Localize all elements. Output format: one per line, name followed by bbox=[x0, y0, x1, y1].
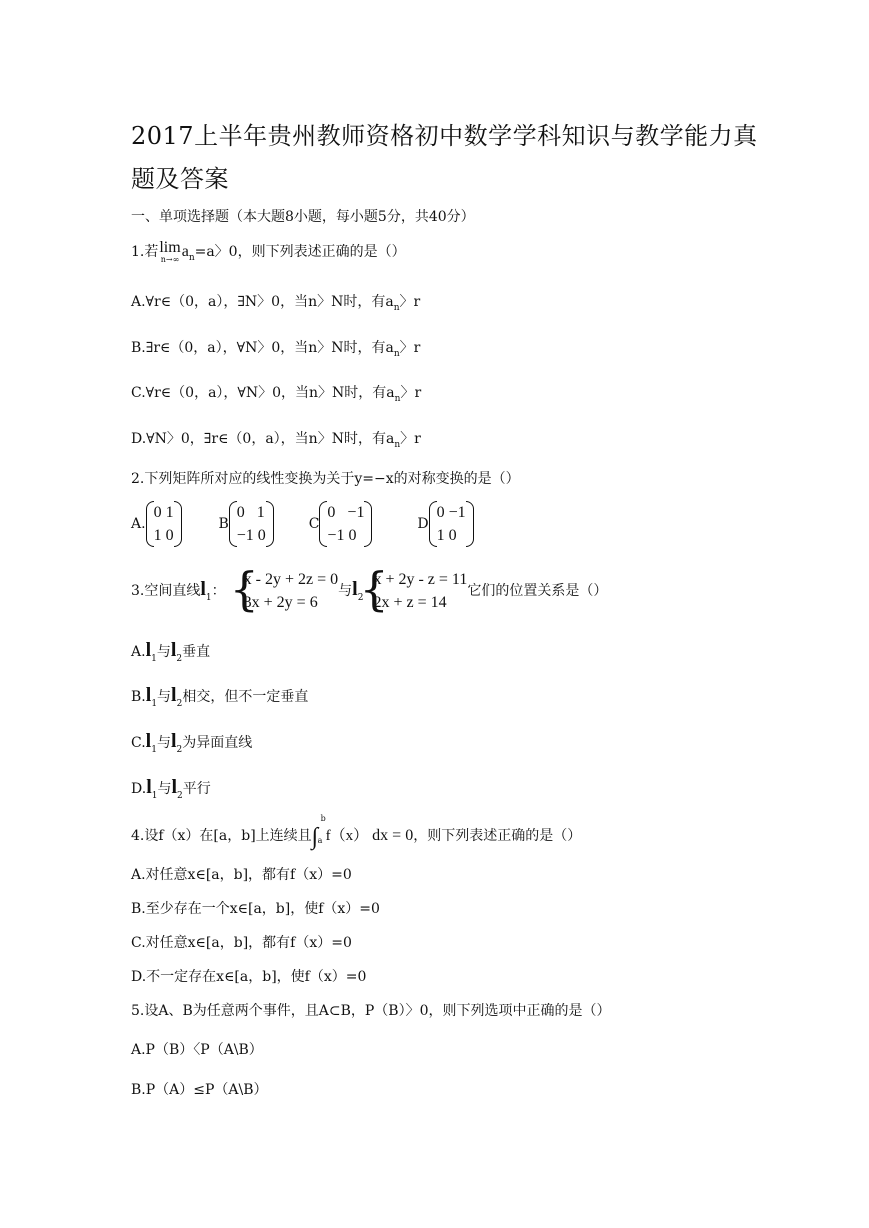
q3-option-b bbox=[131, 684, 308, 707]
q1-option-b bbox=[131, 337, 420, 357]
q2-label-c: C bbox=[308, 516, 320, 532]
option-sub: n bbox=[393, 349, 400, 359]
option-join: 与 bbox=[156, 735, 171, 751]
q4-option-c: C.对任意x∈[a，b]，都有f（x）=0 bbox=[131, 935, 352, 951]
option-tail: 〉r bbox=[400, 385, 422, 401]
matrix-row: −1 0 bbox=[236, 527, 266, 544]
matrix-row: −1 0 bbox=[327, 527, 357, 544]
option-sub: n bbox=[393, 303, 400, 313]
integral-dx: dx = 0 bbox=[372, 827, 414, 844]
q1-option-a bbox=[131, 291, 420, 311]
option-text: A.∀r∈（0，a），∃N〉0，当n〉N时，有a bbox=[131, 294, 394, 310]
q1-option-d bbox=[131, 428, 421, 448]
eq-row: { x - 2y + 2z = 0 bbox=[243, 571, 339, 588]
matrix-b bbox=[229, 501, 274, 547]
line-l2: l bbox=[352, 578, 358, 600]
q1-pre: 1.若 bbox=[131, 244, 159, 260]
line-l2: l bbox=[171, 684, 177, 706]
line-l1-sub: 1 bbox=[151, 699, 158, 709]
system-2 bbox=[363, 568, 467, 614]
matrix-row: 0 −1 bbox=[327, 504, 365, 521]
line-l1: l bbox=[146, 776, 152, 798]
line-l1: l bbox=[145, 684, 152, 706]
integral-sign: ∫ b a bbox=[311, 814, 326, 850]
q2-label-a: A. bbox=[131, 516, 146, 532]
option-label: B. bbox=[131, 689, 146, 705]
matrix-a bbox=[146, 501, 182, 547]
lim-expression bbox=[159, 240, 180, 264]
option-tail: 相交，但不一定垂直 bbox=[182, 689, 309, 705]
section-heading: 一、单项选择题（本大题8小题，每小题5分，共40分） bbox=[131, 209, 475, 225]
q3-option-d bbox=[131, 776, 211, 799]
option-tail: 平行 bbox=[182, 781, 211, 797]
line-l2-sub: 2 bbox=[177, 791, 183, 801]
q3-post: 它们的位置关系是（） bbox=[467, 583, 608, 599]
q4-post: ，则下列表述正确的是（） bbox=[413, 828, 582, 844]
option-join: 与 bbox=[157, 689, 172, 705]
option-text: C.∀r∈（0，a），∀N〉0，当n〉N时，有a bbox=[131, 385, 395, 401]
line-l1: l bbox=[145, 730, 152, 752]
option-label: D. bbox=[131, 781, 147, 797]
line-l2: l bbox=[171, 776, 178, 798]
matrix-d bbox=[429, 501, 474, 547]
integral-upper: b bbox=[320, 814, 326, 823]
q4-stem bbox=[131, 814, 582, 850]
line-l1: l bbox=[200, 578, 206, 600]
line-l1-sub: 1 bbox=[205, 593, 212, 603]
q5-option-b: B.P（A）≤P（A\B） bbox=[131, 1082, 268, 1098]
option-tail: 为异面直线 bbox=[182, 735, 253, 751]
option-sub: n bbox=[394, 394, 401, 404]
q1-a-sub: n bbox=[188, 253, 195, 263]
line-l2-sub: 2 bbox=[176, 745, 183, 755]
q4-option-d: D.不一定存在x∈[a，b]，使f（x）=0 bbox=[131, 969, 367, 985]
q4-option-a: A.对任意x∈[a，b]，都有f（x）=0 bbox=[131, 867, 352, 883]
line-l2-sub: 2 bbox=[176, 654, 183, 664]
q1-post: =a〉0，则下列表述正确的是（） bbox=[194, 244, 406, 260]
line-l1-sub: 1 bbox=[151, 745, 157, 755]
q1-stem bbox=[131, 240, 406, 264]
option-join: 与 bbox=[157, 781, 172, 797]
option-text: D.∀N〉0，∃r∈（0，a），当n〉N时，有a bbox=[131, 431, 395, 447]
option-join: 与 bbox=[156, 644, 171, 660]
line-l2: l bbox=[170, 639, 177, 661]
q3-stem bbox=[131, 568, 607, 614]
line-l2-sub: 2 bbox=[357, 593, 364, 603]
option-tail: 〉r bbox=[400, 431, 421, 447]
line-l1: l bbox=[145, 639, 152, 661]
option-text: B.∃r∈（0，a），∀N〉0，当n〉N时，有a bbox=[131, 340, 394, 356]
q3-option-a bbox=[131, 639, 210, 662]
integral-lower: a bbox=[317, 836, 323, 845]
option-sub: n bbox=[394, 440, 401, 450]
doc-title-line1: 2017上半年贵州教师资格初中数学学科知识与教学能力真 bbox=[131, 122, 758, 150]
q2-stem: 2.下列矩阵所对应的线性变换为关于y=−x的对称变换的是（） bbox=[131, 471, 520, 487]
option-tail: 垂直 bbox=[182, 644, 211, 660]
q3-pre: 3.空间直线 bbox=[131, 583, 201, 599]
doc-title-line2: 题及答案 bbox=[131, 165, 229, 193]
eq-row: 2x + z = 14 bbox=[373, 594, 447, 611]
lim-under: n→∞ bbox=[160, 255, 180, 264]
q2-label-b: B bbox=[218, 516, 229, 532]
q3-mid: 与 bbox=[338, 583, 353, 599]
option-label: A. bbox=[131, 644, 146, 660]
option-tail: 〉r bbox=[399, 340, 421, 356]
system-1 bbox=[234, 568, 338, 614]
integrand: f（x） bbox=[325, 828, 369, 844]
q3-colon: ： bbox=[211, 583, 226, 599]
line-l2: l bbox=[170, 730, 177, 752]
line-l2-sub: 2 bbox=[176, 699, 183, 709]
q2-options bbox=[131, 501, 474, 547]
lim-word: lim bbox=[159, 239, 181, 256]
option-tail: 〉r bbox=[399, 294, 421, 310]
q5-option-a: A.P（B）〈P（A\B） bbox=[131, 1042, 263, 1058]
q5-stem: 5.设A、B为任意两个事件，且A⊂B，P（B）〉0，则下列选项中正确的是（） bbox=[131, 1003, 611, 1019]
matrix-row: 0 1 bbox=[236, 504, 265, 521]
matrix-row: 1 0 bbox=[436, 527, 457, 544]
line-l1-sub: 1 bbox=[151, 654, 157, 664]
matrix-row: 1 0 bbox=[153, 527, 174, 544]
line-l1-sub: 1 bbox=[151, 791, 158, 801]
option-label: C. bbox=[131, 735, 146, 751]
q4-option-b: B.至少存在一个x∈[a，b]，使f（x）=0 bbox=[131, 901, 380, 917]
matrix-c bbox=[319, 501, 372, 547]
matrix-row: 0 1 bbox=[153, 504, 174, 521]
eq-row: { x + 2y - z = 11 bbox=[373, 571, 468, 588]
q3-option-c bbox=[131, 730, 252, 753]
q2-label-d: D bbox=[417, 516, 429, 532]
q4-pre: 4.设f（x）在[a，b]上连续且 bbox=[131, 828, 312, 844]
eq-row: 3x + 2y = 6 bbox=[243, 594, 318, 611]
matrix-row: 0 −1 bbox=[436, 504, 466, 521]
q1-option-c bbox=[131, 382, 421, 402]
q1-a: a bbox=[181, 243, 189, 260]
